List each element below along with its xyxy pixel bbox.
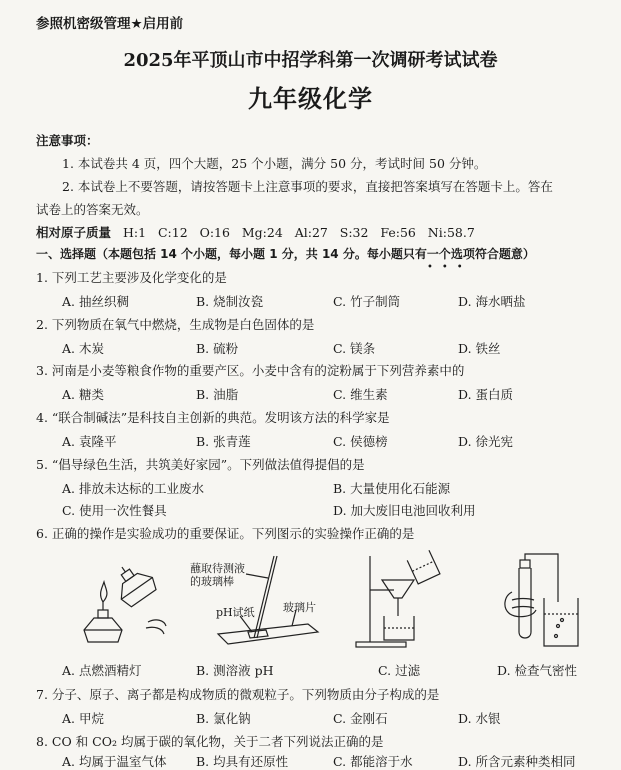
q4-option-a: A. 袁隆平 [62, 434, 117, 449]
q4-option-b: B. 张青莲 [196, 434, 251, 449]
question-8-stem: 8. CO 和 CO₂ 均属于碳的氧化物，关于二者下列说法正确的是 [36, 734, 384, 749]
question-6-stem: 6. 正确的操作是实验成功的重要保证。下列图示的实验操作正确的是 [36, 526, 415, 541]
figure-b-label-rod-line-2: 的玻璃棒 [190, 575, 234, 588]
notice-item-2-line-2: 试卷上的答案无效。 [36, 202, 149, 217]
figure-b-label-slide: 玻璃片 [283, 601, 316, 614]
q2-option-a: A. 木炭 [62, 341, 104, 356]
question-2-stem: 2. 下列物质在氧气中燃烧，生成物是白色固体的是 [36, 317, 315, 332]
emphasis-dots: ••• [427, 262, 472, 273]
exam-title: 2025年平顶山市中招学科第一次调研考试试卷 [123, 50, 498, 71]
q5-option-a: A. 排放未达标的工业废水 [62, 481, 204, 496]
subject-title: 九年级化学 [248, 84, 373, 113]
q2-option-b: B. 硫粉 [196, 341, 239, 356]
q3-option-c: C. 维生素 [333, 387, 388, 402]
figure-c-filtration-icon [350, 550, 450, 650]
q5-option-b: B. 大量使用化石能源 [333, 481, 451, 496]
figure-b-label-rod [190, 562, 245, 588]
q2-option-c: C. 镁条 [333, 341, 376, 356]
q7-option-c: C. 金刚石 [333, 711, 388, 726]
q6-option-c: C. 过滤 [378, 663, 421, 678]
q7-option-b: B. 氯化钠 [196, 711, 251, 726]
q4-option-d: D. 徐光宪 [458, 434, 514, 449]
question-4-stem: 4. “联合制碱法”是科技自主创新的典范。发明该方法的科学家是 [36, 410, 390, 425]
atomic-mass-row [36, 223, 475, 241]
atomic-mass-values: H:1 C:12 O:16 Mg:24 Al:27 S:32 Fe:56 Ni:58.7 [123, 225, 475, 240]
q3-option-a: A. 糖类 [62, 387, 104, 402]
figure-a-alcohol-lamp-icon [78, 560, 170, 650]
q2-option-d: D. 铁丝 [458, 341, 501, 356]
q7-option-a: A. 甲烷 [62, 711, 104, 726]
q3-option-d: D. 蛋白质 [458, 387, 514, 402]
q8-option-d: D. 所含元素种类相同 [458, 754, 576, 769]
q1-option-d: D. 海水晒盐 [458, 294, 526, 309]
q8-option-c: C. 都能溶于水 [333, 754, 413, 769]
question-3-stem: 3. 河南是小麦等粮食作物的重要产区。小麦中含有的淀粉属于下列营养素中的 [36, 363, 465, 378]
q1-option-a: A. 抽丝织稠 [62, 294, 129, 309]
q1-option-b: B. 烧制汝瓷 [196, 294, 264, 309]
q7-option-d: D. 水银 [458, 711, 501, 726]
q8-option-a: A. 均属于温室气体 [62, 754, 167, 769]
figure-d-airtightness-icon [488, 552, 588, 652]
question-1-stem: 1. 下列工艺主要涉及化学变化的是 [36, 270, 227, 285]
notice-item-2-line-1: 2. 本试卷上不要答题，请按答题卡上注意事项的要求，直接把答案填写在答题卡上。答在 [62, 179, 553, 194]
q5-option-c: C. 使用一次性餐具 [62, 503, 167, 518]
secret-label: 参照机密级管理★启用前 [36, 16, 184, 32]
q1-option-c: C. 竹子制筒 [333, 294, 401, 309]
notice-title: 注意事项： [36, 133, 99, 148]
question-5-stem: 5. “倡导绿色生活，共筑美好家园”。下列做法值得提倡的是 [36, 457, 365, 472]
q6-option-d: D. 检查气密性 [497, 663, 578, 678]
figure-b-label-rod-line-1: 蘸取待测液 [190, 562, 245, 575]
section-1-title: 一、选择题（本题包括 14 个小题，每小题 1 分，共 14 分。每小题只有一个选项符合题意） [36, 247, 535, 261]
atomic-mass-label: 相对原子质量 [36, 225, 112, 240]
q8-option-b: B. 均具有还原性 [196, 754, 289, 769]
figure-b-label-paper: pH试纸 [216, 606, 255, 619]
q6-option-b: B. 测溶液 pH [196, 663, 274, 678]
q5-option-d: D. 加大废旧电池回收利用 [333, 503, 476, 518]
q6-option-a: A. 点燃酒精灯 [62, 663, 142, 678]
notice-item-1: 1. 本试卷共 4 页，四个大题，25 个小题，满分 50 分，考试时间 50 分钟。 [62, 156, 487, 171]
q4-option-c: C. 侯德榜 [333, 434, 388, 449]
question-7-stem: 7. 分子、原子、离子都是构成物质的微观粒子。下列物质由分子构成的是 [36, 687, 440, 702]
q3-option-b: B. 油脂 [196, 387, 239, 402]
